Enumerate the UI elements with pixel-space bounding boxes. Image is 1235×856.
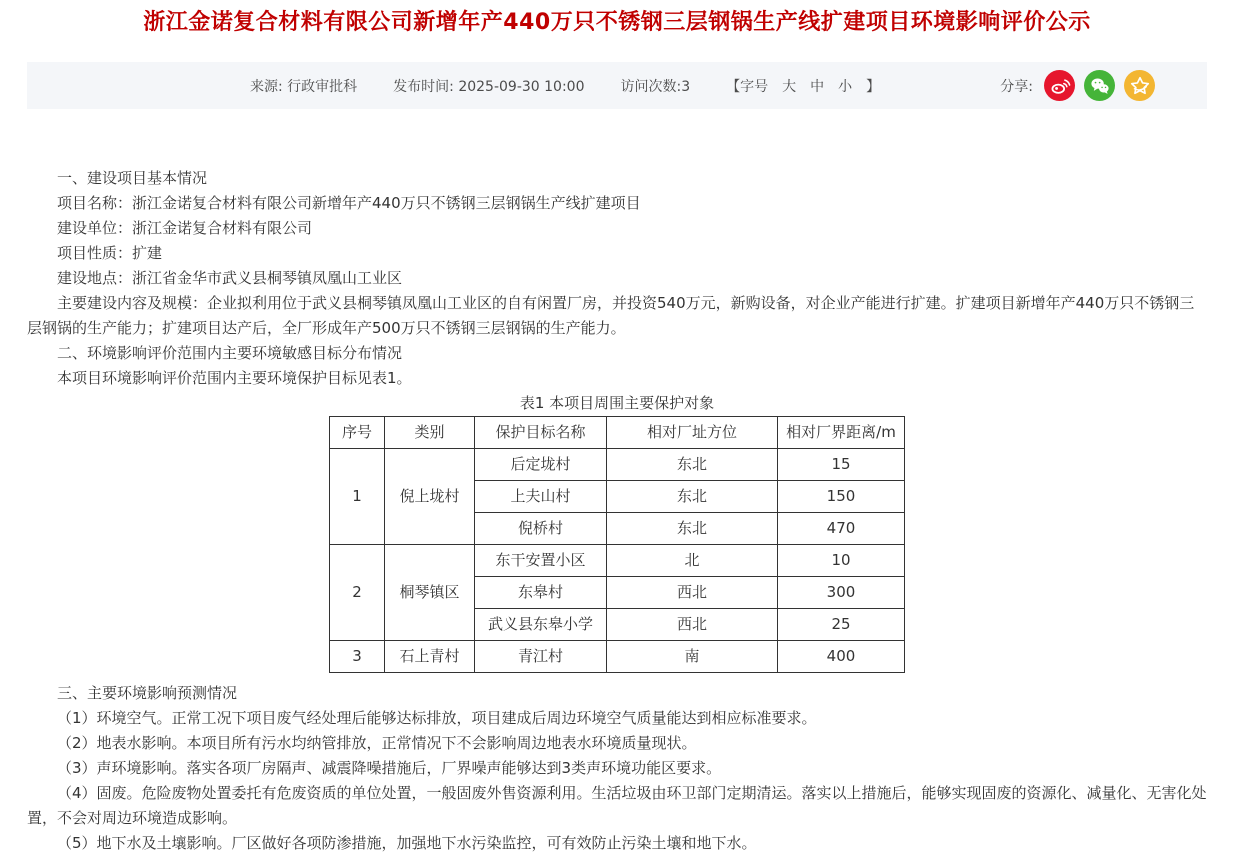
protection-table-body bbox=[330, 449, 905, 673]
font-size-suffix: 】 bbox=[866, 78, 881, 95]
cell-group-category: 桐琴镇区 bbox=[385, 545, 475, 641]
para-noise-impact: （3）声环境影响。落实各项厂房隔声、减震降噪措施后，厂界噪声能够达到3类声环境功能区要求。 bbox=[57, 759, 722, 777]
para-construction-scale: 主要建设内容及规模：企业拟利用位于武义县桐琴镇凤凰山工业区的自有闲置厂房，并投资540万元，新购设备，对企业产能进行扩建。扩建项目新增年产440万只不锈钢三层钢锅的生产能力；扩建项目达产后，全厂形成年产500万只不锈钢三层钢锅的生产能力。 bbox=[27, 294, 1195, 337]
page-title: 浙江金诺复合材料有限公司新增年产440万只不锈钢三层钢锅生产线扩建项目环境影响评价公示 bbox=[143, 10, 1091, 35]
para-build-location: 建设地点：浙江省金华市武义县桐琴镇凤凰山工业区 bbox=[57, 269, 403, 287]
cell-group-index: 1 bbox=[330, 449, 385, 545]
cell-target-name: 上夫山村 bbox=[475, 481, 607, 513]
section-1-heading: 一、建设项目基本情况 bbox=[57, 169, 208, 187]
section-2-heading: 二、环境影响评价范围内主要环境敏感目标分布情况 bbox=[57, 344, 403, 362]
cell-distance: 400 bbox=[778, 641, 905, 673]
share-label: 分享: bbox=[1000, 78, 1033, 95]
header-index: 序号 bbox=[330, 417, 385, 449]
visit-count-label: 访问次数:3 bbox=[620, 78, 691, 95]
cell-group-category: 倪上垅村 bbox=[385, 449, 475, 545]
font-size-group bbox=[726, 76, 880, 96]
cell-distance: 150 bbox=[778, 481, 905, 513]
header-distance: 相对厂界距离/m bbox=[778, 417, 905, 449]
table-caption: 表1 本项目周围主要保护对象 bbox=[519, 394, 715, 412]
cell-direction: 西北 bbox=[607, 609, 778, 641]
para-table-intro: 本项目环境影响评价范围内主要环境保护目标见表1。 bbox=[57, 369, 412, 387]
font-size-large-button[interactable]: 大 bbox=[782, 78, 797, 95]
cell-group-index: 3 bbox=[330, 641, 385, 673]
font-size-medium-button[interactable]: 中 bbox=[810, 78, 825, 95]
cell-target-name: 倪桥村 bbox=[475, 513, 607, 545]
cell-direction: 北 bbox=[607, 545, 778, 577]
publish-time-label: 发布时间: 2025-09-30 10:00 bbox=[393, 78, 585, 95]
font-size-small-button[interactable]: 小 bbox=[838, 78, 853, 95]
table-row bbox=[330, 449, 905, 481]
share-group bbox=[1000, 70, 1155, 101]
para-build-unit: 建设单位：浙江金诺复合材料有限公司 bbox=[57, 219, 313, 237]
header-target-name: 保护目标名称 bbox=[475, 417, 607, 449]
para-surface-water-impact: （2）地表水影响。本项目所有污水均纳管排放，正常情况下不会影响周边地表水环境质量现状。 bbox=[57, 734, 697, 752]
article-body bbox=[27, 109, 1207, 856]
cell-direction: 东北 bbox=[607, 481, 778, 513]
cell-distance: 300 bbox=[778, 577, 905, 609]
table-row bbox=[330, 641, 905, 673]
para-project-nature: 项目性质：扩建 bbox=[57, 244, 163, 262]
weibo-share-icon[interactable] bbox=[1044, 70, 1075, 101]
table-row bbox=[330, 545, 905, 577]
protection-targets-table bbox=[329, 416, 905, 673]
table-header-row bbox=[330, 417, 905, 449]
cell-target-name: 东干安置小区 bbox=[475, 545, 607, 577]
cell-target-name: 武义县东皋小学 bbox=[475, 609, 607, 641]
section-3-heading: 三、主要环境影响预测情况 bbox=[57, 684, 238, 702]
wechat-share-icon[interactable] bbox=[1084, 70, 1115, 101]
source-label: 来源: 行政审批科 bbox=[250, 78, 358, 95]
para-solid-waste-impact: （4）固废。危险废物处置委托有危废资质的单位处置，一般固废外售资源利用。生活垃圾由环卫部门定期清运。落实以上措施后，能够实现固废的资源化、减量化、无害化处置，不会对周边环境造成影响。 bbox=[27, 784, 1207, 827]
cell-distance: 10 bbox=[778, 545, 905, 577]
cell-target-name: 后定垅村 bbox=[475, 449, 607, 481]
cell-group-index: 2 bbox=[330, 545, 385, 641]
para-project-name: 项目名称：浙江金诺复合材料有限公司新增年产440万只不锈钢三层钢锅生产线扩建项目 bbox=[57, 194, 641, 212]
cell-direction: 西北 bbox=[607, 577, 778, 609]
cell-direction: 东北 bbox=[607, 513, 778, 545]
meta-items bbox=[250, 76, 880, 96]
para-groundwater-impact: （5）地下水及土壤影响。厂区做好各项防渗措施，加强地下水污染监控，可有效防止污染土壤和地下水。 bbox=[57, 834, 757, 852]
cell-distance: 25 bbox=[778, 609, 905, 641]
header-category: 类别 bbox=[385, 417, 475, 449]
cell-distance: 470 bbox=[778, 513, 905, 545]
header-direction: 相对厂址方位 bbox=[607, 417, 778, 449]
meta-bar bbox=[27, 62, 1207, 109]
cell-group-category: 石上青村 bbox=[385, 641, 475, 673]
cell-direction: 南 bbox=[607, 641, 778, 673]
cell-distance: 15 bbox=[778, 449, 905, 481]
cell-direction: 东北 bbox=[607, 449, 778, 481]
cell-target-name: 东皋村 bbox=[475, 577, 607, 609]
qzone-share-icon[interactable] bbox=[1124, 70, 1155, 101]
font-size-prefix: 【字号 bbox=[726, 78, 769, 95]
para-air-impact: （1）环境空气。正常工况下项目废气经处理后能够达标排放，项目建成后周边环境空气质量能达到相应标准要求。 bbox=[57, 709, 817, 727]
cell-target-name: 青江村 bbox=[475, 641, 607, 673]
